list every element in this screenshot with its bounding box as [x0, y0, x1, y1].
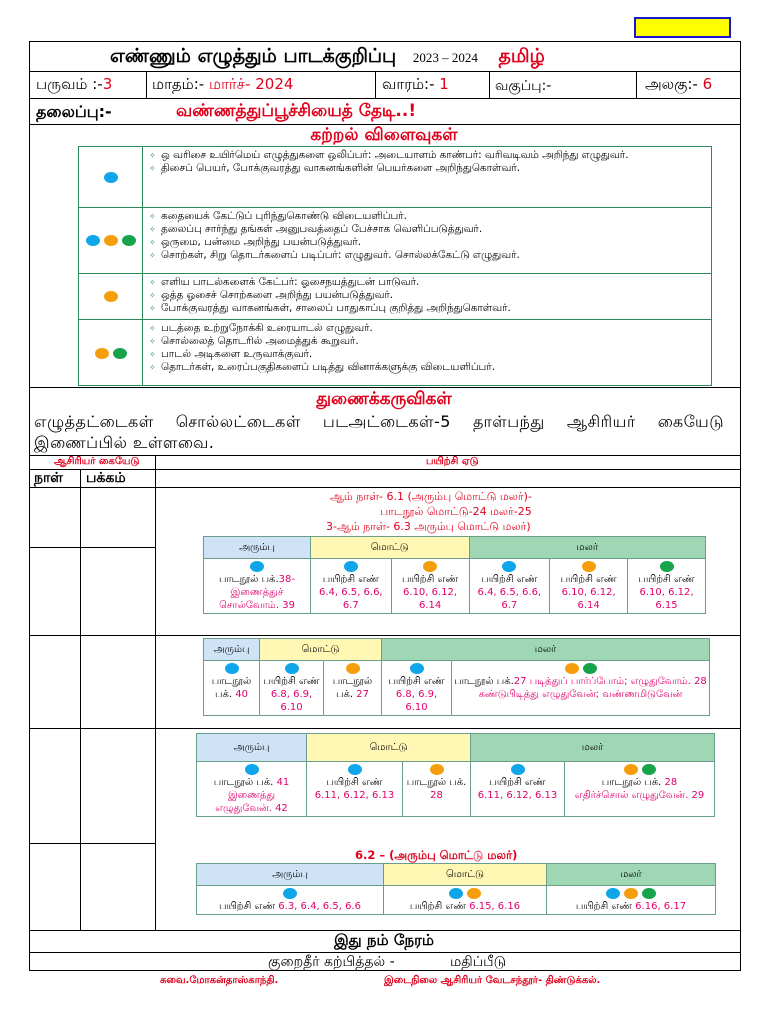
green-dot-icon [122, 235, 136, 246]
schedule-table-2: அரும்பு மொட்டு மலர் பாடநூல் பக். 40 பயிற்சி எண் 6.8, 6.9, 6.10 பாடநூல் பக். 27 பயிற்சி எண் 6.8, 6.9, 6.10 பாடநூல் பக்.27 படித்துப் பார்ப்போம்; எழுதுவோம். 28 கண்டுபிடித்து எழுதுவேன்; வண்ணமிடுவேன் [203, 638, 710, 716]
outcome-item: ✧ சொற்கள், சிறு தொடர்களைப் படிப்பர்: எழுதுவர். சொல்லக்கேட்டு எழுதுவர். [149, 249, 707, 262]
orange-dot-icon [582, 561, 596, 572]
plan-note-3: 3-ஆம் நாள்- 6.3 அரும்பு மொட்டு மலர்) [326, 520, 531, 533]
topic-value: வண்ணத்துப்பூச்சியைத் தேடி..! [176, 101, 417, 121]
level-malar: மலர் [471, 734, 715, 762]
blue-dot-icon [285, 663, 299, 674]
outcome-group [79, 319, 711, 386]
blue-dot-icon [245, 764, 259, 775]
outcome-item: ✧ ஒ வரிசை உயிர்மெய் எழுத்துகளை ஒலிப்பர்: அடையாளம் காண்பர்: வரிவடிவம் அறிந்து எழுதுவர். [149, 149, 707, 162]
table4-title: 6.2 – (அரும்பு மொட்டு மலர்) [355, 848, 518, 862]
orange-dot-icon [624, 764, 638, 775]
highlight-box [634, 17, 731, 38]
footer-author: சுவை.மோகன்தாஸ்காந்தி. [160, 975, 279, 986]
header-year: 2023 – 2024 [412, 50, 478, 65]
outcome-item: ✧ ஒருமை, பன்மை அறிந்து பயன்படுத்துவர். [149, 236, 707, 249]
outcomes-heading: கற்றல் விளைவுகள் [310, 125, 458, 145]
day-label: நாள் [34, 470, 63, 486]
page-label: பக்கம் [86, 470, 126, 486]
blue-dot-icon [449, 888, 463, 899]
outcome-group [79, 147, 711, 207]
orange-dot-icon [104, 235, 118, 246]
outcome-item: ✧ எளிய பாடல்களைக் கேட்பர்: ஓசைநயத்துடன் பாடுவர். [149, 276, 707, 289]
level-malar: மலர் [469, 537, 705, 559]
footer-school: இடைநிலை ஆசிரியர் வேடசந்தூர்- திண்டுக்கல். [384, 975, 601, 986]
orange-dot-icon [430, 764, 444, 775]
plan-note-2: பாடநூல் மொட்டு-24 மலர்-25 [380, 505, 532, 518]
outcome-item: ✧ படத்தை உற்றுநோக்கி உரையாடல் எழுதுவர். [149, 322, 707, 335]
blue-dot-icon [104, 172, 118, 183]
green-dot-icon [660, 561, 674, 572]
blue-dot-icon [250, 561, 264, 572]
outcome-item: ✧ சொல்லைத் தொடரில் அமைத்துக் கூறுவர். [149, 335, 707, 348]
outcome-item: ✧ தலைப்பு சார்ந்து தங்கள் அனுபவத்தைப் பேச்சாக வெளிப்படுத்துவர். [149, 223, 707, 236]
blue-dot-icon [348, 764, 362, 775]
level-malar: மலர் [382, 639, 710, 661]
outcome-item: ✧ கதையைக் கேட்டுப் புரிந்துகொண்டு விடையளிப்பர். [149, 210, 707, 223]
blue-dot-icon [502, 561, 516, 572]
outcomes-table [78, 146, 712, 386]
remedial-label: குறைதீர் கற்பித்தல் - [268, 954, 395, 970]
outcome-item: ✧ தொடர்கள், உரைப்பகுதிகளைப் படித்து வினாக்களுக்கு விடையளிப்பர். [149, 361, 707, 374]
blue-dot-icon [606, 888, 620, 899]
outcome-item: ✧ திசைப் பெயர், போக்குவரத்து வாகனங்களின் பெயர்களை அறிந்துகொள்வர். [149, 162, 707, 175]
teacher-guide-label: ஆசிரியர் கையேடு [54, 456, 140, 467]
resources-text: எழுத்தட்டைகள் சொல்லட்டைகள் படஅட்டைகள்-5 தாள்பந்து ஆசிரியர் கையேடு இணைப்பில் உள்ளவை. [34, 412, 724, 452]
level-arumbu: அரும்பு [204, 639, 260, 661]
our-time-label: இது நம் நேரம் [334, 931, 434, 949]
level-malar: மலர் [547, 864, 716, 886]
header-title: எண்ணும் எழுத்தும் பாடக்குறிப்பு 2023 – 2024 தமிழ் [110, 45, 545, 67]
week-field: வாரம்:- 1 [382, 75, 449, 93]
outcome-group [79, 273, 711, 319]
blue-dot-icon [410, 663, 424, 674]
schedule-table-3: அரும்பு மொட்டு மலர் பாடநூல் பக். 41 இணைத்து எழுதுவேன். 42 பயிற்சி எண் 6.11, 6.12, 6.13 பாடநூல் பக். 28 பயிற்சி எண் 6.11, 6.12, 6.13 பாடநூல் பக். 28 எதிர்ச்சொல் எழுதுவேன். 29 [196, 733, 715, 817]
level-arumbu: அரும்பு [197, 864, 384, 886]
green-dot-icon [583, 663, 597, 674]
outcome-item: ✧ பாடல் அடிகளை உருவாக்குவர். [149, 348, 707, 361]
orange-dot-icon [565, 663, 579, 674]
level-mottu: மொட்டு [307, 734, 471, 762]
blue-dot-icon [344, 561, 358, 572]
orange-dot-icon [104, 291, 118, 302]
green-dot-icon [113, 348, 127, 359]
blue-dot-icon [86, 235, 100, 246]
green-dot-icon [642, 764, 656, 775]
green-dot-icon [642, 888, 656, 899]
orange-dot-icon [95, 348, 109, 359]
workbook-label: பயிற்சி ஏடு [426, 456, 479, 467]
resources-heading: துணைக்கருவிகள் [316, 389, 452, 409]
outcome-item: ✧ போக்குவரத்து வாகனங்கள், சாலைப் பாதுகாப்பு குறித்து அறிந்துகொள்வர். [149, 302, 707, 315]
level-arumbu: அரும்பு [204, 537, 311, 559]
level-mottu: மொட்டு [260, 639, 382, 661]
orange-dot-icon [346, 663, 360, 674]
unit-field: அலகு:- 6 [645, 75, 713, 93]
outcome-item: ✧ ஒத்த ஓசைச் சொற்களை அறிந்து பயன்படுத்துவர். [149, 289, 707, 302]
assessment-label: மதிப்பீடு [450, 954, 507, 970]
outcome-group [79, 207, 711, 273]
level-arumbu: அரும்பு [197, 734, 307, 762]
blue-dot-icon [225, 663, 239, 674]
class-field: வகுப்பு:- [495, 78, 552, 94]
orange-dot-icon [467, 888, 481, 899]
topic-label: தலைப்பு:- [36, 102, 112, 121]
blue-dot-icon [283, 888, 297, 899]
term-field: பருவம் :-3 [36, 75, 113, 93]
level-mottu: மொட்டு [384, 864, 547, 886]
header-subject: தமிழ் [498, 45, 545, 67]
orange-dot-icon [624, 888, 638, 899]
plan-note-1: ஆம் நாள்- 6.1 (அரும்பு மொட்டு மலர்)- [330, 490, 532, 503]
orange-dot-icon [423, 561, 437, 572]
schedule-table-4: அரும்பு மொட்டு மலர் பயிற்சி எண் 6.3, 6.4, 6.5, 6.6 பயிற்சி எண் 6.15, 6.16 பயிற்சி எண் 6.16, 6.17 [196, 863, 716, 915]
level-mottu: மொட்டு [311, 537, 470, 559]
schedule-table-1: அரும்பு மொட்டு மலர் பாடநூல் பக்.38- இணைத்துச் சொல்வோம். 39 பயிற்சி எண் 6.4, 6.5, 6.6, 6.7 பயிற்சி எண் 6.10, 6.12, 6.14 பயிற்சி எண் 6.4, 6.5, 6.6, 6.7 பயிற்சி எண் 6.10, 6.12, 6.14 பயிற்சி எண் 6.10, 6.12, 6.15 [203, 536, 706, 614]
blue-dot-icon [511, 764, 525, 775]
month-field: மாதம்:- மார்ச்- 2024 [152, 75, 294, 93]
